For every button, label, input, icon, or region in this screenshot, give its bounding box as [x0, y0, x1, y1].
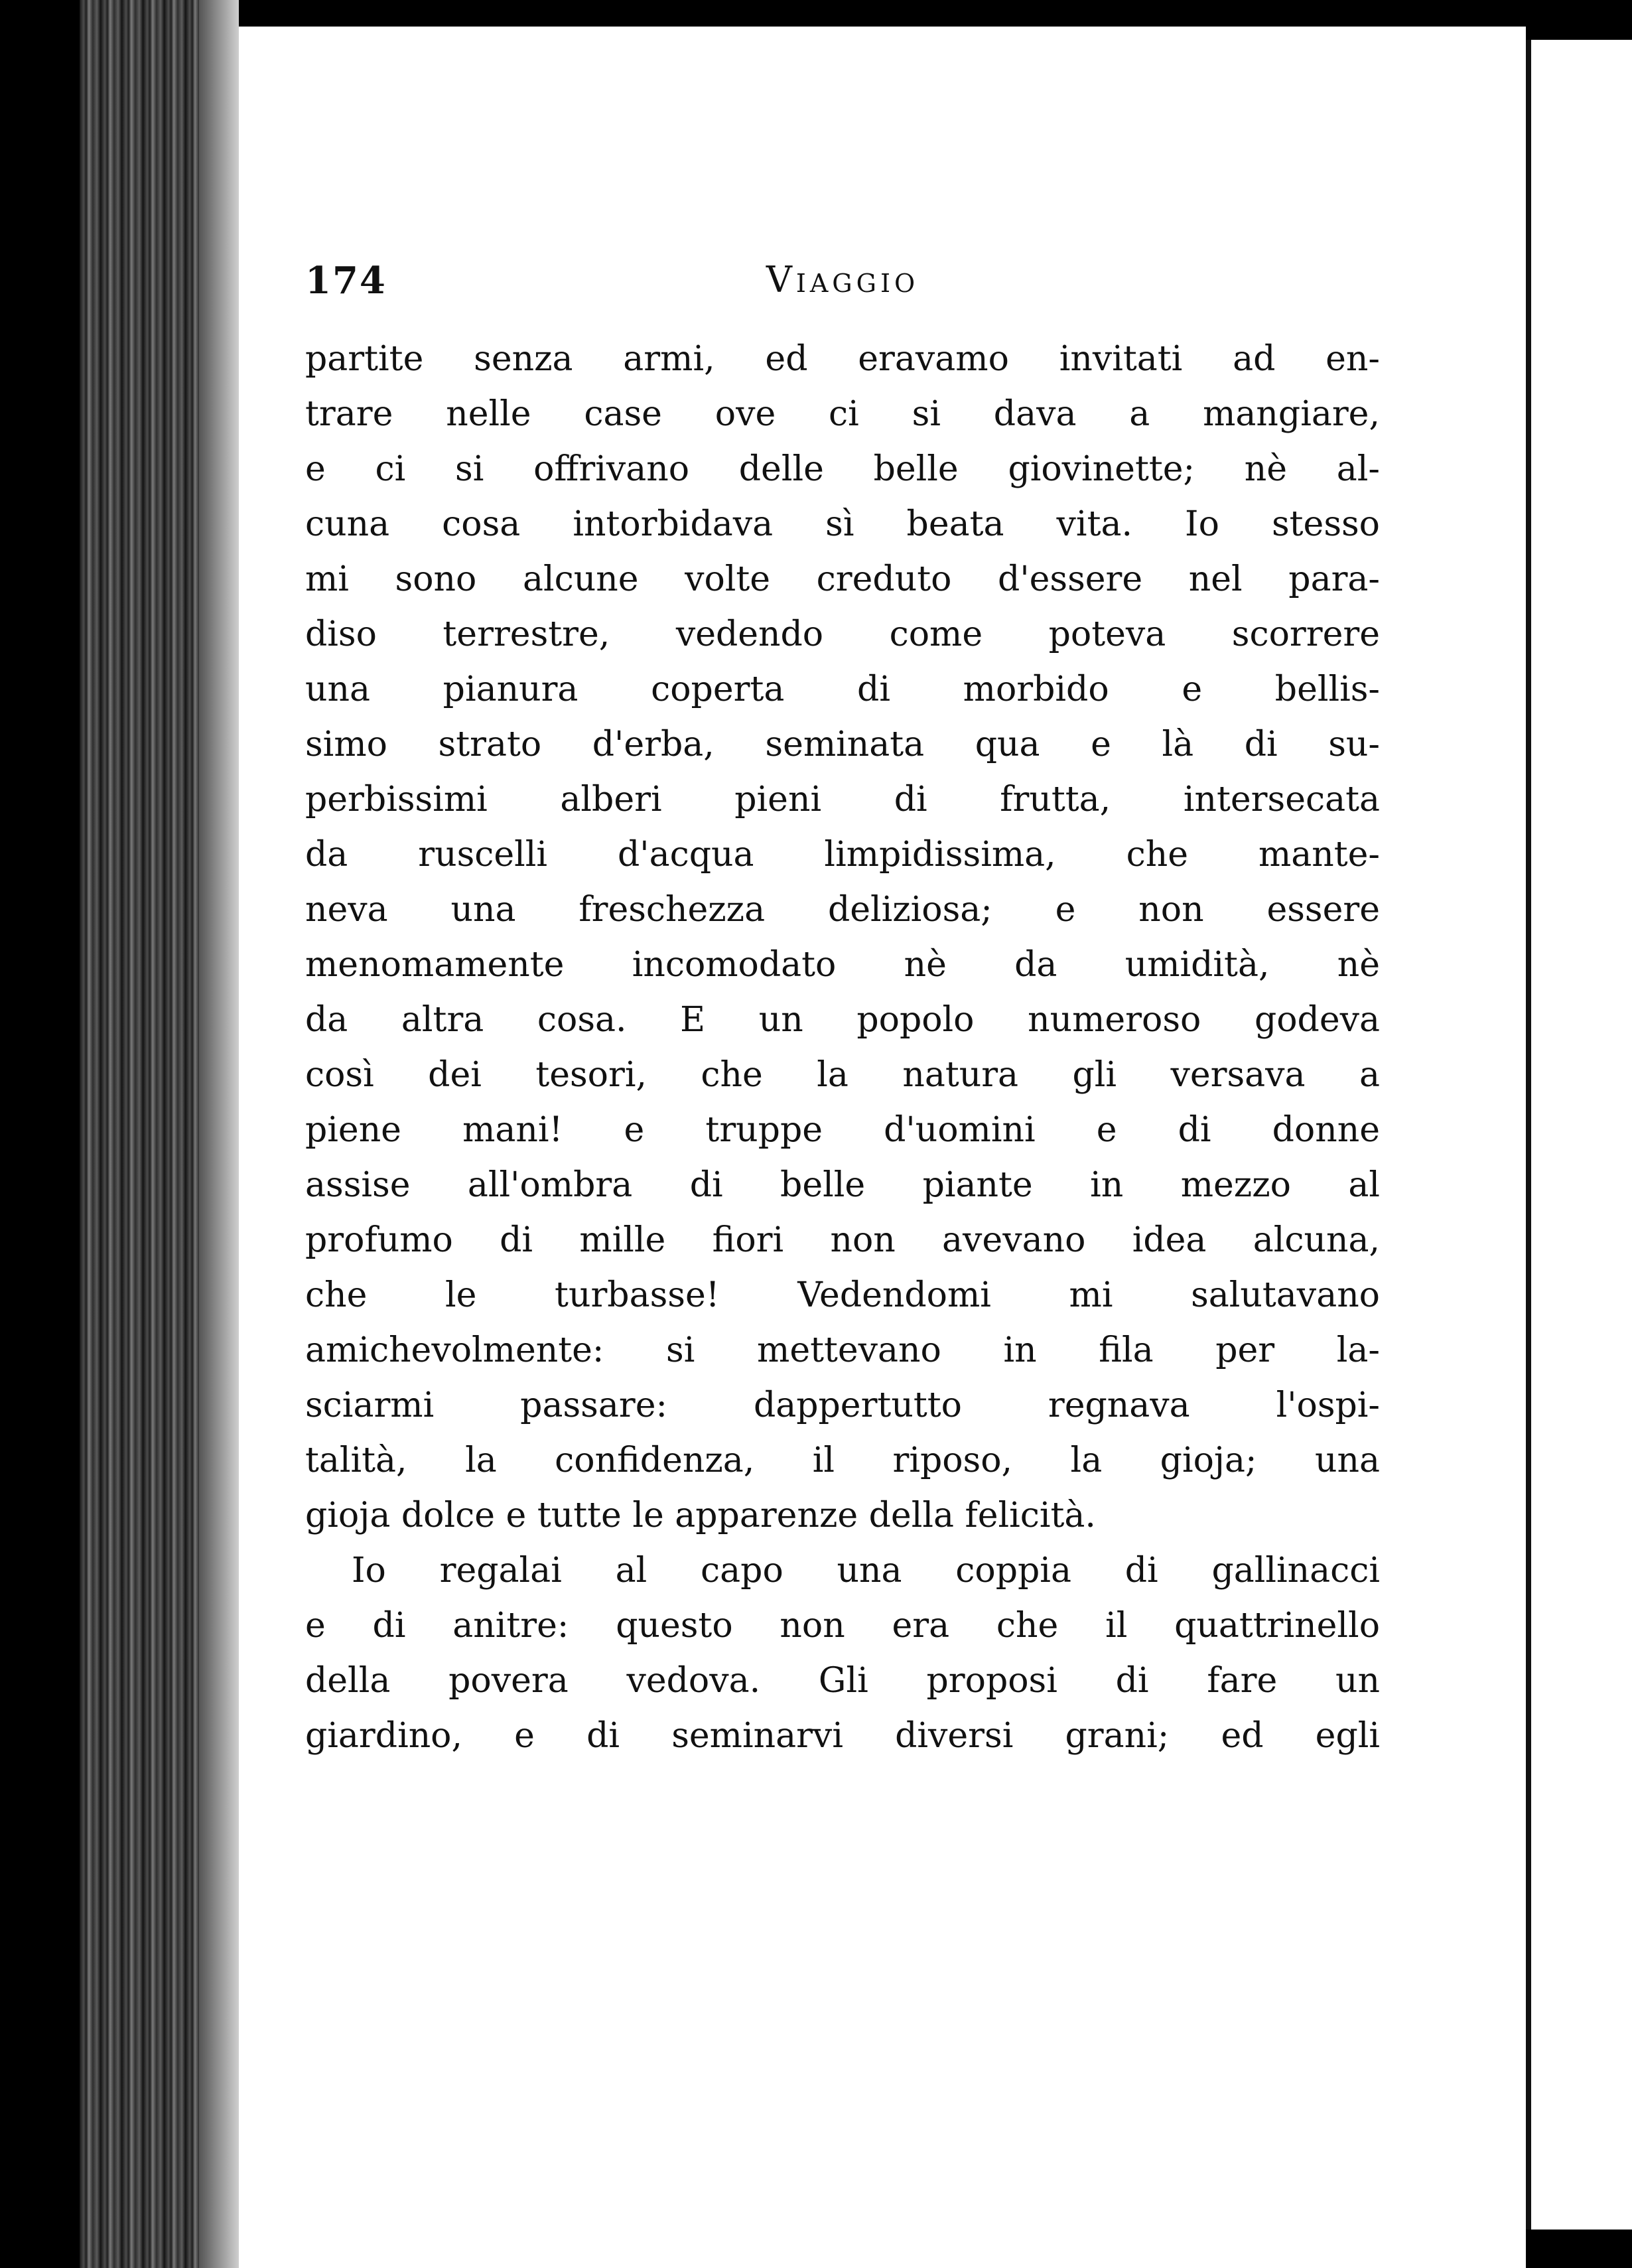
facing-page-edge — [1526, 40, 1632, 2230]
text-line: Io regalai al capo una coppia di gallinacci — [352, 1551, 1380, 1591]
text-line: amichevolmente: si mettevano in fila per la- — [305, 1330, 1380, 1370]
text-line: neva una freschezza deliziosa; e non essere — [305, 890, 1380, 930]
text-line: perbissimi alberi pieni di frutta, intersecata — [305, 780, 1380, 819]
text-line: profumo di mille fiori non avevano idea alcuna, — [305, 1220, 1380, 1260]
text-line: simo strato d'erba, seminata qua e là di su- — [305, 725, 1380, 764]
text-line: della povera vedova. Gli proposi di fare un — [305, 1661, 1380, 1701]
text-line: da altra cosa. E un popolo numeroso godeva — [305, 1000, 1380, 1040]
page-text-block — [305, 259, 1380, 1764]
page-number: 174 — [305, 259, 387, 303]
text-line: trare nelle case ove ci si dava a mangiare, — [305, 394, 1380, 434]
text-line: partite senza armi, ed eravamo invitati ad en- — [305, 339, 1380, 379]
text-line: mi sono alcune volte creduto d'essere nel para- — [305, 559, 1380, 599]
text-line: sciarmi passare: dappertutto regnava l'ospi- — [305, 1385, 1380, 1425]
text-line: piene mani! e truppe d'uomini e di donne — [305, 1110, 1380, 1150]
gutter-shadow — [199, 0, 239, 2268]
text-line: che le turbasse! Vedendomi mi salutavano — [305, 1275, 1380, 1315]
text-line: da ruscelli d'acqua limpidissima, che mante- — [305, 835, 1380, 875]
text-line: menomamente incomodato nè da umidità, nè — [305, 945, 1380, 985]
text-line: talità, la confidenza, il riposo, la gioja; una — [305, 1441, 1380, 1480]
text-line: una pianura coperta di morbido e bellis- — [305, 670, 1380, 709]
text-line: cuna cosa intorbidava sì beata vita. Io stesso — [305, 504, 1380, 544]
text-line: e di anitre: questo non era che il quattrinello — [305, 1606, 1380, 1646]
text-line: diso terrestre, vedendo come poteva scorrere — [305, 614, 1380, 654]
text-line: così dei tesori, che la natura gli versava a — [305, 1055, 1380, 1095]
text-line: e ci si offrivano delle belle giovinette; nè al- — [305, 449, 1380, 489]
text-line: gioja dolce e tutte le apparenze della felicità. — [305, 1496, 1096, 1535]
text-line: giardino, e di seminarvi diversi grani; ed egli — [305, 1716, 1380, 1756]
running-title: Viaggio — [766, 259, 919, 301]
text-line: assise all'ombra di belle piante in mezzo al — [305, 1165, 1380, 1205]
running-head — [305, 259, 1380, 332]
